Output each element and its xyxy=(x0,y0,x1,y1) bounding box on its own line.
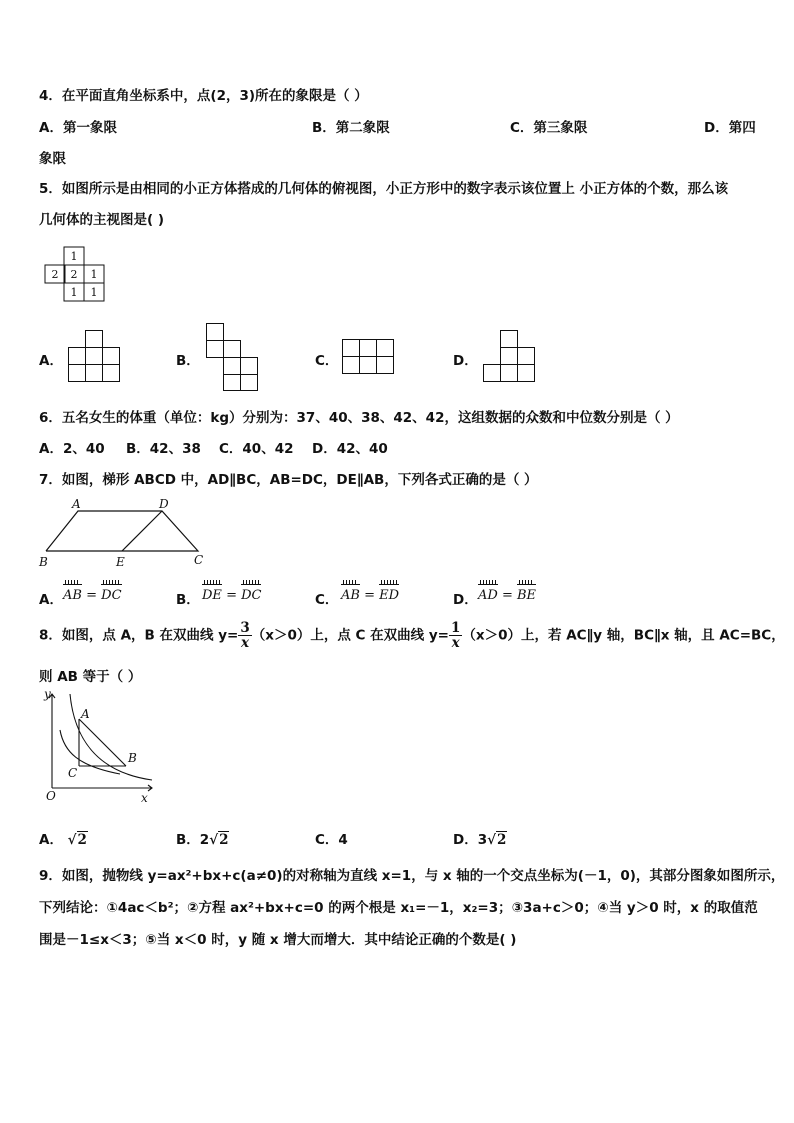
q5-option-a-figure[interactable] xyxy=(68,330,122,382)
q4-option-d[interactable]: D．第四 xyxy=(704,120,756,136)
q6-option-c[interactable]: C．40、42 xyxy=(219,441,294,457)
q7-label-b[interactable]: B． xyxy=(176,592,200,608)
q7-label-d[interactable]: D． xyxy=(453,592,478,608)
q6-option-a[interactable]: A．2、40 xyxy=(39,441,105,457)
q5-top-view-grid xyxy=(44,246,106,302)
q9-stem-line2: 下列结论：①4ac＜b²；②方程 ax²+bx+c=0 的两个根是 x₁=－1，x₂=3；③3a+c＞0；④当 y＞0 时，x 的取值范 xyxy=(39,900,758,916)
q7-option-a[interactable]: AB = DC xyxy=(63,588,122,603)
q7-trapezoid-figure xyxy=(36,496,212,570)
q8-option-a[interactable]: A． √2 xyxy=(39,832,87,848)
sqrt-2: √2 xyxy=(209,832,229,848)
q5-option-b-figure[interactable] xyxy=(206,323,262,391)
sqrt-2: √2 xyxy=(67,832,87,848)
q7-stem: 7．如图，梯形 ABCD 中，AD∥BC，AB=DC，DE∥AB，下列各式正确的是（ ） xyxy=(39,472,538,488)
grid-num: 2 xyxy=(51,268,59,281)
fraction-1-over-x: $\frac{1}{x}$ xyxy=(450,620,461,651)
q7-option-b[interactable]: DE = DC xyxy=(202,588,262,603)
grid-num: 1 xyxy=(70,250,78,263)
grid-num: 1 xyxy=(90,286,98,299)
point-label-b: B xyxy=(39,555,48,569)
point-label-b: B xyxy=(128,751,137,765)
sqrt-2: √2 xyxy=(487,832,507,848)
q7-label-a[interactable]: A． xyxy=(39,592,63,608)
q8-stem-line2: 则 AB 等于（ ） xyxy=(39,669,142,685)
q5-label-d[interactable]: D． xyxy=(453,353,478,369)
grid-num: 1 xyxy=(70,286,78,299)
q5-label-b[interactable]: B． xyxy=(176,353,200,369)
q8-option-c[interactable]: C．4 xyxy=(315,832,348,848)
axis-label-x: x xyxy=(141,791,148,805)
grid-num: 2 xyxy=(70,268,78,281)
axis-label-y: y xyxy=(44,687,51,701)
fraction-3-over-x: $\frac{3}{x}$ xyxy=(240,620,250,651)
point-label-c: C xyxy=(194,553,204,567)
q5-stem-line2: 几何体的主视图是( ) xyxy=(39,212,165,228)
q8-option-d[interactable]: D．3√2 xyxy=(453,832,507,848)
q4-stem: 4．在平面直角坐标系中，点(2，3)所在的象限是（ ） xyxy=(39,88,368,104)
q6-stem: 6．五名女生的体重（单位：kg）分别为：37、40、38、42、42，这组数据的众数和中位数分别是（ ） xyxy=(39,410,679,426)
q7-option-c[interactable]: AB = ED xyxy=(341,588,400,603)
q5-stem-line1: 5．如图所示是由相同的小正方体搭成的几何体的俯视图，小正方形中的数字表示该位置上 小正方体的个数，那么该 xyxy=(39,181,729,197)
point-label-a: A xyxy=(72,497,81,511)
q6-option-d[interactable]: D．42、40 xyxy=(312,441,388,457)
q9-stem-line3: 围是－1≤x＜3；⑤当 x＜0 时，y 随 x 增大而增大．其中结论正确的个数是( ) xyxy=(39,932,517,948)
point-label-d: D xyxy=(159,497,169,511)
q5-option-c-figure[interactable] xyxy=(342,339,398,375)
q7-option-d[interactable]: AD = BE xyxy=(478,588,537,603)
q8-stem-line1: 8．如图，点 A，B 在双曲线 y= $\frac{3}{x}$ （x＞0）上，点 C 在双曲线 y= $\frac{1}{x}$ （x＞0）上，若 AC∥y 轴，BC∥x 轴，且 AC=BC， xyxy=(39,620,785,651)
q5-label-c[interactable]: C． xyxy=(315,353,339,369)
q8-hyperbola-figure xyxy=(40,688,158,804)
q9-stem-line1: 9．如图，抛物线 y=ax²+bx+c(a≠0)的对称轴为直线 x=1，与 x 轴的一个交点坐标为(－1，0)，其部分图象如图所示， xyxy=(39,868,785,884)
point-label-c: C xyxy=(68,766,78,780)
point-label-e: E xyxy=(116,555,125,569)
q6-option-b[interactable]: B．42、38 xyxy=(126,441,201,457)
grid-num: 1 xyxy=(90,268,98,281)
q4-option-a[interactable]: A．第一象限 xyxy=(39,120,117,136)
q4-option-c[interactable]: C．第三象限 xyxy=(510,120,588,136)
q7-label-c[interactable]: C． xyxy=(315,592,339,608)
point-label-a: A xyxy=(81,707,90,721)
q4-option-d-wrap: 象限 xyxy=(39,151,66,167)
q5-option-d-figure[interactable] xyxy=(483,330,537,382)
q4-option-b[interactable]: B．第二象限 xyxy=(312,120,390,136)
origin-label: O xyxy=(46,789,56,803)
q8-option-b[interactable]: B．2√2 xyxy=(176,832,229,848)
q5-label-a[interactable]: A． xyxy=(39,353,63,369)
